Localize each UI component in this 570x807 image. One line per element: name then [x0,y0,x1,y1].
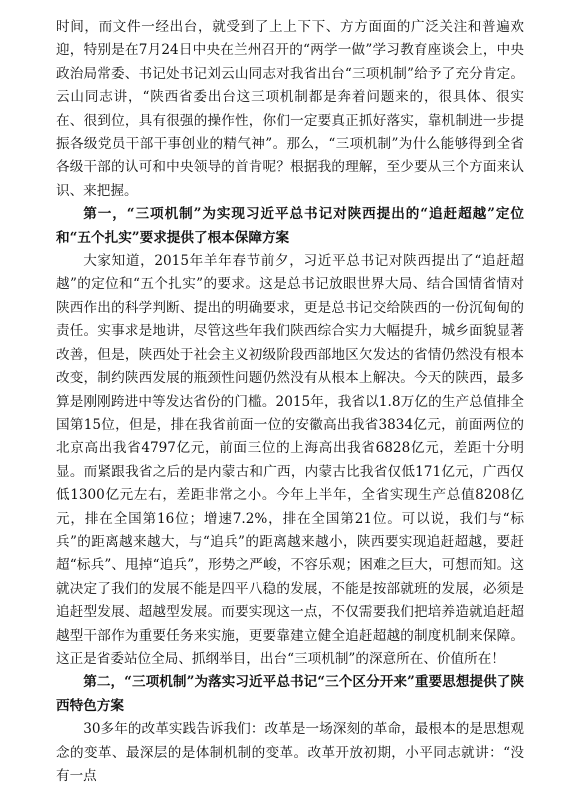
section-heading-1: 第一，“三项机制”为实现习近平总书记对陕西提出的“追赶超越”定位和“五个扎实”要求提供了根本保障方案 [56,206,524,246]
paragraph-section-1: 大家知道，2015年羊年春节前夕，习近平总书记对陕西提出了“追赶超越”的定位和“五个扎实”的要求。这是总书记放眼世界大局、结合国情省情对陕西作出的科学判断、提出的明确要求，更是总书记交给陕西的一份沉甸甸的责任。实事求是地讲，尽管这些年我们陕西综合实力大幅提升，城乡面貌显著改善，但是，陕西处于社会主义初级阶段西部地区欠发达的省情仍然没有根本改变，制约陕西发展的瓶颈性问题仍然没有从根本上解决。今天的陕西，最多算是刚刚跨进中等发达省份的门槛。2015年，我省以1.8万亿的生产总值排全国第15位，但是，排在我省前面一位的安徽高出我省3834亿元，前面两位的北京高出我省4797亿元，前面三位的上海高出我省6828亿元，差距十分明显。而紧跟我省之后的是内蒙古和广西，内蒙古比我省仅低171亿元，广西仅低1300亿元左右，差距非常之小。今年上半年，全省实现生产总值8208亿元，排在全国第16位；增速7.2%，排在全国第21位。可以说，我们与“标兵”的距离越来越大，与“追兵”的距离越来越小，陕西要实现追赶超越，要赶超“标兵”、甩掉“追兵”，形势之严峻，不容乐观；困难之巨大，可想而知。这就决定了我们的发展不能是四平八稳的发展，不能是按部就班的发展，必须是追赶型发展、超越型发展。而要实现这一点，不仅需要我们把培养造就追赶超越型干部作为重要任务来实施，更要靠建立健全追赶超越的制度机制来保障。这正是省委站位全局、抓纲举目，出台“三项机制”的深意所在、价值所在！ [56,253,524,667]
section-heading-2: 第二，“三项机制”为落实习近平总书记“三个区分开来”重要思想提供了陕西特色方案 [56,674,524,714]
document-body [56,16,524,788]
paragraph-section-2: 30多年的改革实践告诉我们：改革是一场深刻的革命，最根本的是思想观念的变革、最深层的是体制机制的变革。改革开放初期，小平同志就讲：“没有一点 [56,721,524,784]
paragraph-intro-continuation: 时间，而文件一经出台，就受到了上上下下、方方面面的广泛关注和普遍欢迎，特别是在7月24日中央在兰州召开的“两学一做”学习教育座谈会上，中央政治局常委、书记处书记刘云山同志对我省出台“三项机制”给予了充分肯定。云山同志讲，“陕西省委出台这三项机制都是奔着问题来的，很具体、很实在、很到位，具有很强的操作性，你们一定要真正抓好落实，靠机制进一步提振各级党员干部干事创业的精气神”。那么，“三项机制”为什么能够得到全省各级干部的认可和中央领导的首肯呢？根据我的理解，至少要从三个方面来认识、来把握。 [56,19,524,199]
